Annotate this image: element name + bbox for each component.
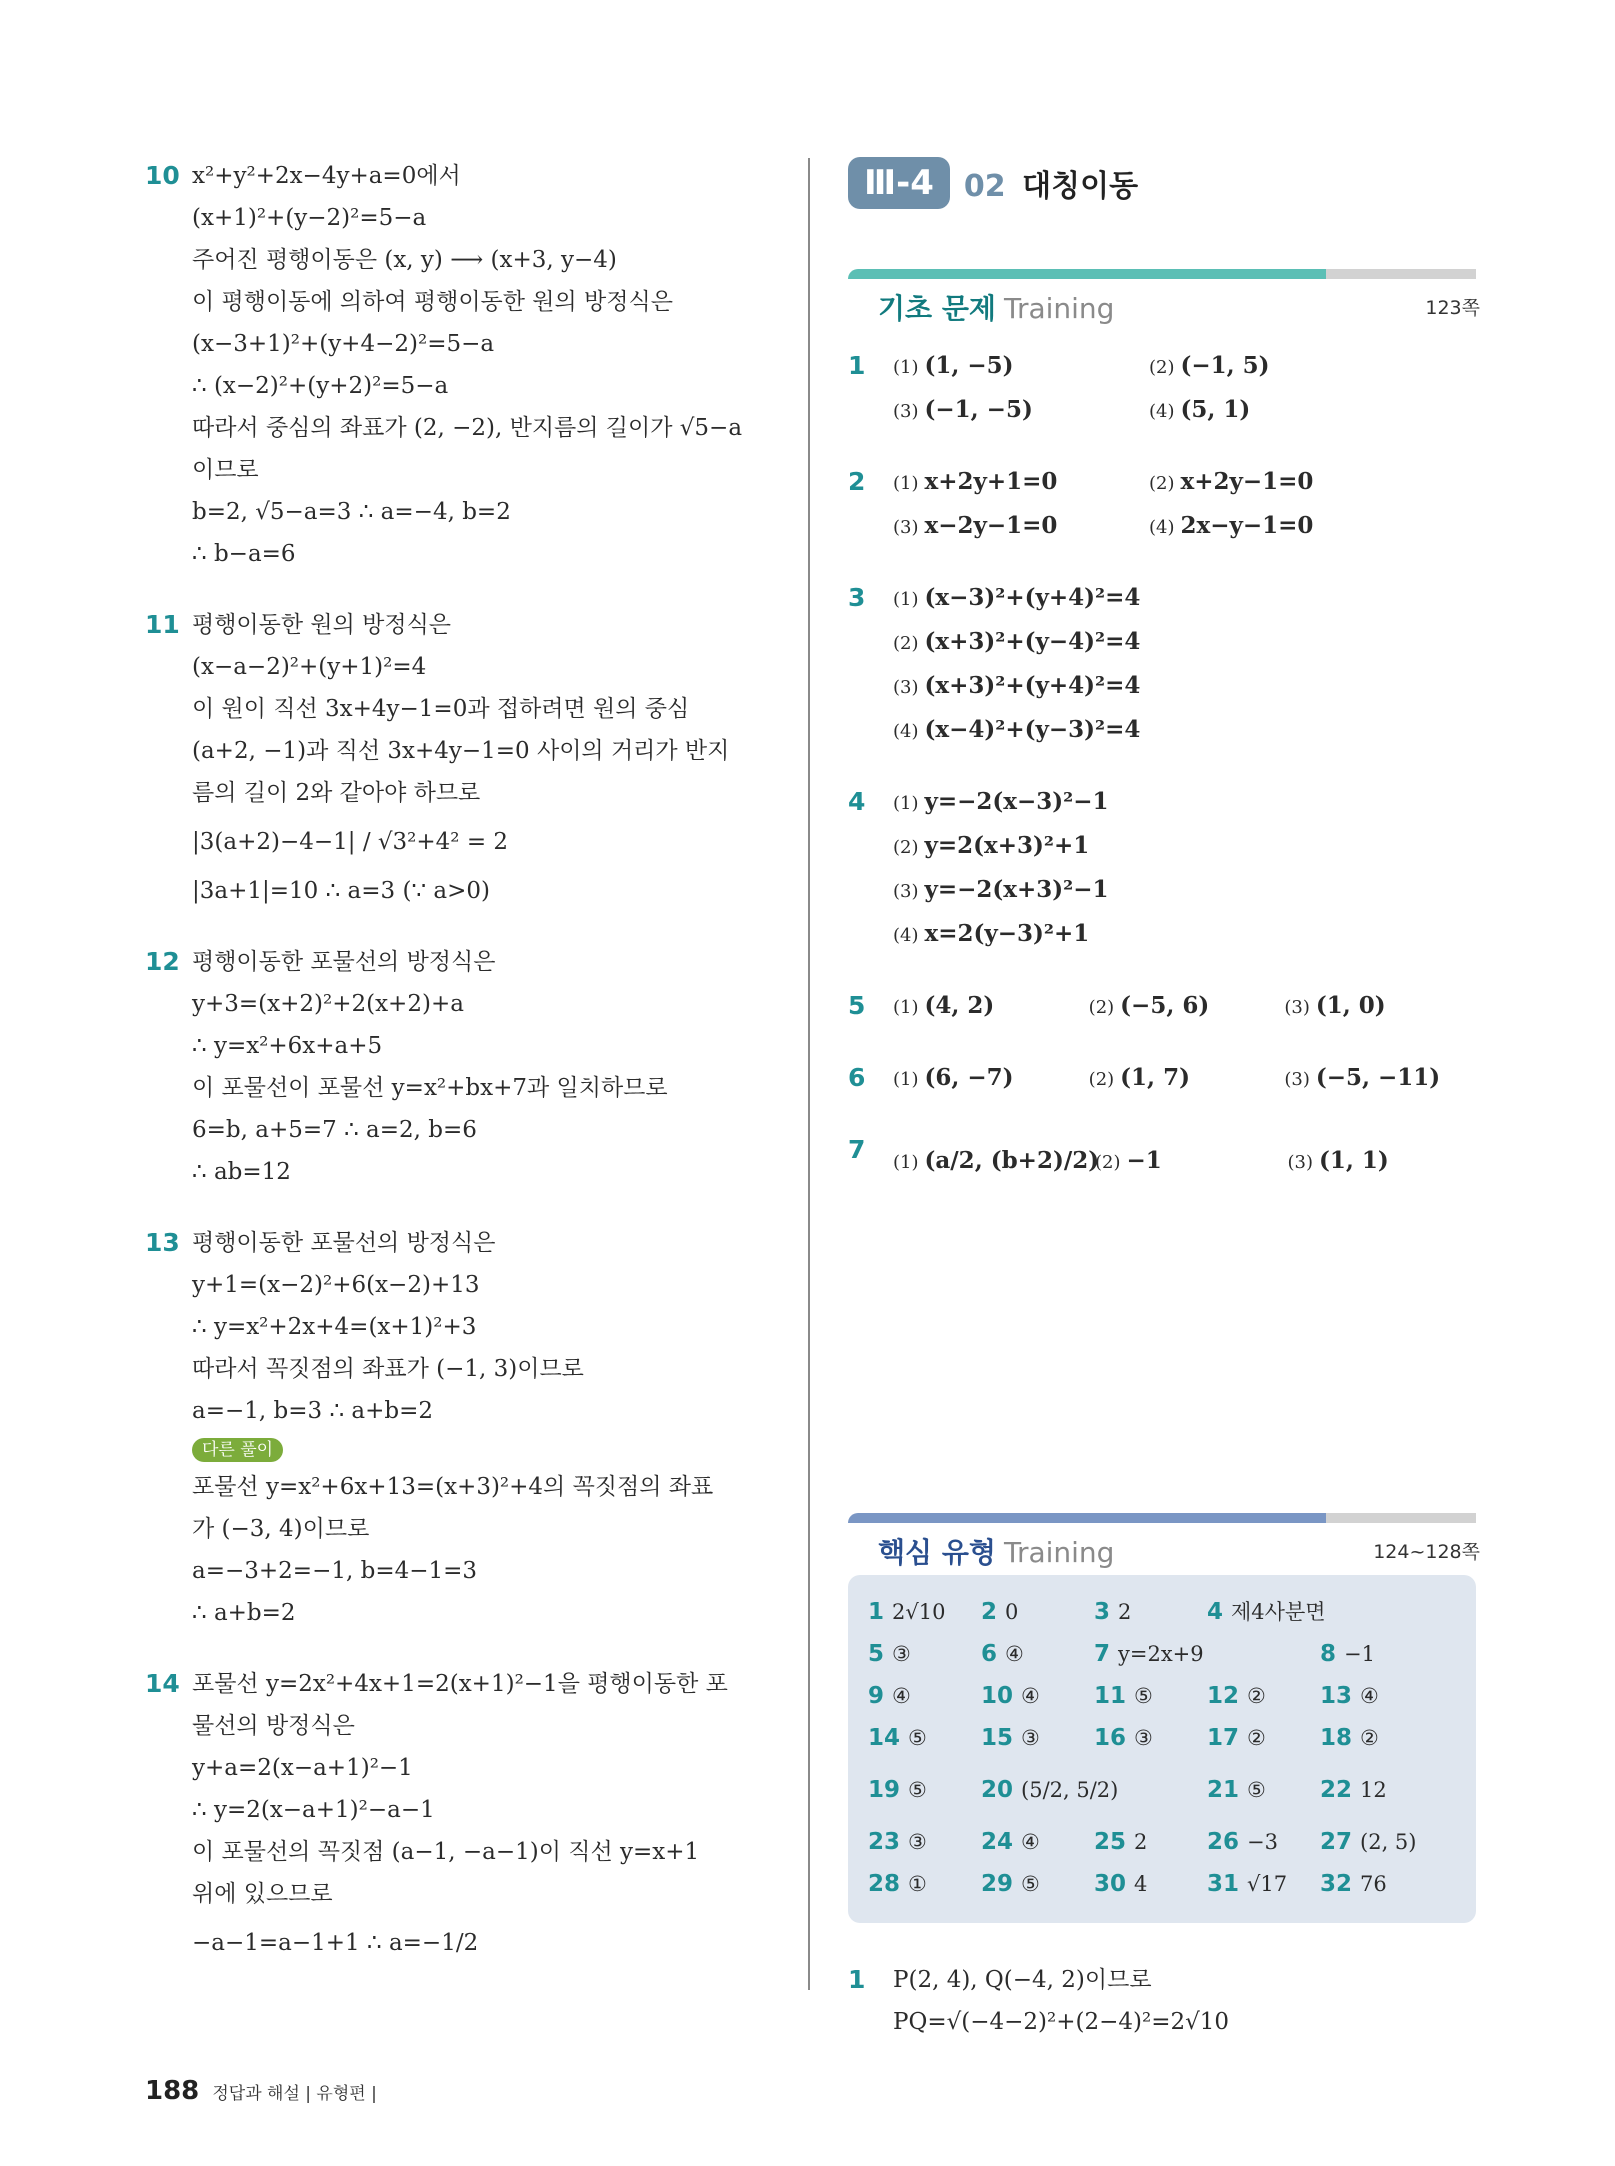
answer-row (893, 621, 1480, 665)
solution-line: 포물선 y=x²+6x+13=(x+3)²+4의 꼭짓점의 좌표 (192, 1474, 714, 1500)
grid-item (1320, 1633, 1433, 1675)
solution-line: 위에 있으므로 (192, 1881, 333, 1907)
answer-value: (x−3)²+(y+4)²=4 (924, 584, 1141, 611)
item-answer: ② (1247, 1684, 1266, 1708)
grid-item (1320, 1717, 1433, 1759)
answer-value: (x+3)²+(y+4)²=4 (924, 672, 1141, 699)
grid-row (868, 1591, 1462, 1633)
core-training-header (848, 1513, 1480, 1575)
solution-line: 이 포물선이 포물선 y=x²+bx+7과 일치하므로 (192, 1075, 668, 1101)
item-number: 25 (1094, 1829, 1127, 1855)
grid-item (868, 1759, 981, 1821)
item-answer: 2√10 (892, 1600, 946, 1624)
solution-line: 이 포물선의 꼭짓점 (a−1, −a−1)이 직선 y=x+1 (192, 1839, 700, 1865)
sub-label: (4) (1149, 517, 1175, 538)
item-answer: ④ (1360, 1684, 1379, 1708)
answer-value: (−5, −11) (1315, 1064, 1441, 1091)
basic-problem (848, 1129, 1480, 1195)
sub-label: (2) (1088, 997, 1115, 1018)
right-column (848, 155, 1480, 2071)
item-answer: 4 (1134, 1872, 1148, 1896)
grid-item (1094, 1717, 1207, 1759)
answer-value: (1, 1) (1319, 1147, 1389, 1174)
grid-item (1094, 1675, 1207, 1717)
item-answer: (5/2, 5/2) (1021, 1778, 1119, 1802)
sub-label: (1) (893, 357, 919, 378)
item-number: 11 (1094, 1683, 1127, 1709)
grid-row (868, 1633, 1462, 1675)
grid-item (981, 1759, 1207, 1821)
item-number: 24 (981, 1829, 1014, 1855)
grid-item (1094, 1633, 1320, 1675)
answer-cell (893, 985, 1089, 1029)
sub-label: (3) (893, 881, 919, 902)
sub-label: (3) (1284, 1069, 1310, 1090)
sub-label: (3) (893, 677, 919, 698)
grid-item (1320, 1821, 1433, 1863)
item-number: 28 (868, 1871, 901, 1897)
sub-label: (3) (893, 401, 919, 422)
sub-label: (2) (1088, 1069, 1115, 1090)
alt-solution-badge: 다른 풀이 (192, 1438, 283, 1462)
answer-value: (1, 7) (1120, 1064, 1190, 1091)
grid-item (1320, 1863, 1433, 1905)
answer-row (893, 345, 1480, 389)
sub-label: (1) (893, 589, 919, 610)
item-answer: ④ (1021, 1830, 1040, 1854)
item-number: 32 (1320, 1871, 1353, 1897)
answer-cell (893, 345, 1149, 389)
item-answer: ③ (908, 1830, 927, 1854)
grid-row (868, 1821, 1462, 1863)
problem-number: 13 (145, 1228, 180, 1257)
sub-label: (2) (893, 837, 919, 858)
solution-line: b=2, √5−a=3 ∴ a=−4, b=2 (192, 499, 511, 525)
solution-line: P(2, 4), Q(−4, 2)이므로 (893, 1967, 1152, 1993)
answer-cell (1095, 1129, 1288, 1195)
answer-cell (1284, 1057, 1480, 1101)
grid-item (1207, 1591, 1433, 1633)
sub-label: (2) (1095, 1152, 1121, 1173)
answer-row (893, 709, 1480, 753)
solution-line: ∴ y=x²+6x+a+5 (192, 1033, 383, 1059)
section-header (848, 155, 1480, 211)
answer-cell (893, 1129, 1100, 1195)
grid-item (981, 1863, 1094, 1905)
answer-value: y=−2(x−3)²−1 (924, 788, 1109, 815)
solution-line: 이 원이 직선 3x+4y−1=0과 접하려면 원의 중심 (192, 696, 690, 722)
answer-value: x+2y−1=0 (1180, 468, 1314, 495)
item-number: 2 (981, 1599, 998, 1625)
item-number: 16 (1094, 1725, 1127, 1751)
item-answer: 2 (1118, 1600, 1132, 1624)
item-answer: ① (908, 1872, 927, 1896)
answer-value: (x−4)²+(y−3)²=4 (924, 716, 1141, 743)
answer-cell (1288, 1129, 1481, 1195)
item-answer: y=2x+9 (1118, 1642, 1204, 1666)
answer-value: x−2y−1=0 (924, 512, 1058, 539)
solution-line: −a−1=a−1+1 ∴ a=−1/2 (192, 1930, 479, 1956)
item-answer: ⑤ (1134, 1684, 1153, 1708)
item-answer: (2, 5) (1360, 1830, 1417, 1854)
answer-row (893, 913, 1480, 957)
section-badge: Ⅲ-4 (848, 157, 950, 209)
item-number: 13 (1320, 1683, 1353, 1709)
item-number: 26 (1207, 1829, 1240, 1855)
solution-line: |3a+1|=10 ∴ a=3 (∵ a>0) (192, 878, 490, 904)
item-number: 9 (868, 1683, 885, 1709)
answer-value: x=2(y−3)²+1 (924, 920, 1090, 947)
grid-item (1320, 1675, 1433, 1717)
answer-cell (893, 709, 1149, 753)
answer-value: (6, −7) (924, 1064, 1014, 1091)
solution-line: ∴ b−a=6 (192, 541, 296, 567)
grid-item (981, 1633, 1094, 1675)
solution-line: PQ=√(−4−2)²+(2−4)²=2√10 (893, 2009, 1230, 2035)
answer-cell (893, 577, 1149, 621)
solution-line: 따라서 중심의 좌표가 (2, −2), 반지름의 길이가 √5−a (192, 415, 743, 441)
item-number: 10 (981, 1683, 1014, 1709)
answer-value: (5, 1) (1180, 396, 1251, 423)
solution-10 (145, 155, 785, 575)
answer-row (893, 825, 1480, 869)
solution-line: 가 (−3, 4)이므로 (192, 1516, 370, 1542)
sub-label: (2) (1149, 357, 1175, 378)
solution-line: 6=b, a+5=7 ∴ a=2, b=6 (192, 1117, 477, 1143)
answer-value: (−1, 5) (1180, 352, 1270, 379)
sub-label: (4) (893, 721, 919, 742)
answer-row (893, 781, 1480, 825)
answer-value: (4, 2) (924, 992, 995, 1019)
grid-row (868, 1863, 1462, 1905)
answer-value: −1 (1126, 1147, 1162, 1174)
solution-line: ∴ ab=12 (192, 1159, 291, 1185)
answer-row (893, 389, 1480, 433)
answer-value: y=−2(x+3)²−1 (924, 876, 1109, 903)
item-answer: ④ (1005, 1642, 1024, 1666)
item-answer: ⑤ (908, 1778, 927, 1802)
sub-label: (3) (1287, 1152, 1313, 1173)
solution-11 (145, 604, 785, 912)
grid-row (868, 1759, 1462, 1821)
problem-number: 12 (145, 947, 180, 976)
item-answer: ⑤ (908, 1726, 927, 1750)
solution-line: ∴ (x−2)²+(y+2)²=5−a (192, 373, 449, 399)
answer-cell (893, 505, 1149, 549)
answer-row (893, 1057, 1480, 1101)
answer-cell (893, 869, 1149, 913)
answer-cell (893, 665, 1149, 709)
problem-number: 4 (848, 787, 866, 816)
grid-item (1207, 1759, 1320, 1821)
item-number: 31 (1207, 1871, 1240, 1897)
solution-line: 평행이동한 포물선의 방정식은 (192, 949, 496, 975)
solution-line: (x−a−2)²+(y+1)²=4 (192, 654, 427, 680)
sub-label: (1) (893, 473, 919, 494)
sub-label: (1) (893, 1152, 919, 1173)
solution-line: 포물선 y=2x²+4x+1=2(x+1)²−1을 평행이동한 포 (192, 1671, 728, 1697)
item-answer: ③ (1021, 1726, 1040, 1750)
answer-cell (893, 913, 1149, 957)
solution-1 (848, 1959, 1480, 2043)
solution-13 (145, 1222, 785, 1634)
item-number: 15 (981, 1725, 1014, 1751)
item-number: 23 (868, 1829, 901, 1855)
solution-line: 평행이동한 원의 방정식은 (192, 612, 452, 638)
grid-item (1207, 1821, 1320, 1863)
item-number: 29 (981, 1871, 1014, 1897)
problem-number: 7 (848, 1135, 866, 1164)
problem-number: 1 (848, 351, 866, 380)
answer-row (893, 505, 1480, 549)
item-number: 1 (868, 1599, 885, 1625)
problem-number: 2 (848, 467, 866, 496)
section-title-text: 대칭이동 (1022, 169, 1139, 204)
sub-label: (3) (1284, 997, 1310, 1018)
solution-line: y+1=(x−2)²+6(x−2)+13 (192, 1272, 480, 1298)
answer-cell (893, 825, 1149, 869)
page-reference: 124~128쪽 (1373, 1541, 1480, 1563)
solution-14 (145, 1663, 785, 1971)
item-answer: ② (1247, 1726, 1266, 1750)
answer-cell (1284, 985, 1480, 1029)
item-answer: 0 (1005, 1600, 1019, 1624)
item-answer: 2 (1134, 1830, 1148, 1854)
item-answer: −3 (1247, 1830, 1278, 1854)
item-number: 20 (981, 1777, 1014, 1803)
answer-value: (x+3)²+(y−4)²=4 (924, 628, 1141, 655)
solution-line: ∴ y=2(x−a+1)²−a−1 (192, 1797, 435, 1823)
solution-line: ∴ a+b=2 (192, 1600, 296, 1626)
grid-item (1207, 1863, 1320, 1905)
grid-row (868, 1717, 1462, 1759)
basic-problem (848, 1057, 1480, 1101)
grid-item (981, 1591, 1094, 1633)
left-column (145, 155, 785, 2000)
item-answer: 12 (1360, 1778, 1387, 1802)
item-number: 19 (868, 1777, 901, 1803)
problem-number: 6 (848, 1063, 866, 1092)
answer-value: (−1, −5) (924, 396, 1033, 423)
solution-line: x²+y²+2x−4y+a=0에서 (192, 163, 461, 189)
basic-problem (848, 461, 1480, 549)
answer-row (893, 1129, 1480, 1195)
column-divider (808, 158, 810, 1990)
sub-label: (1) (893, 793, 919, 814)
solution-line: 물선의 방정식은 (192, 1713, 355, 1739)
problem-number: 3 (848, 583, 866, 612)
answer-cell (1089, 985, 1285, 1029)
answer-cell (893, 621, 1149, 665)
grid-item (1320, 1759, 1433, 1821)
item-answer: −1 (1344, 1642, 1375, 1666)
item-answer: ④ (892, 1684, 911, 1708)
item-answer: ③ (892, 1642, 911, 1666)
page-number: 188 (145, 2076, 200, 2106)
solution-line: y+3=(x+2)²+2(x+2)+a (192, 991, 464, 1017)
solution-line: y+a=2(x−a+1)²−1 (192, 1755, 413, 1781)
answer-row (893, 461, 1480, 505)
answer-value: y=2(x+3)²+1 (924, 832, 1090, 859)
solution-line: a=−3+2=−1, b=4−1=3 (192, 1558, 478, 1584)
item-answer: √17 (1247, 1872, 1288, 1896)
answer-value: (1, −5) (924, 352, 1014, 379)
basic-answer-list (848, 345, 1480, 1195)
basic-problem (848, 345, 1480, 433)
answer-cell (893, 1057, 1089, 1101)
item-number: 27 (1320, 1829, 1353, 1855)
grid-item (868, 1591, 981, 1633)
grid-item (1094, 1821, 1207, 1863)
solution-line: (a+2, −1)과 직선 3x+4y−1=0 사이의 거리가 반지 (192, 738, 730, 764)
grid-item (1207, 1675, 1320, 1717)
grid-item (868, 1821, 981, 1863)
basic-problem (848, 781, 1480, 957)
grid-row (868, 1675, 1462, 1717)
item-number: 14 (868, 1725, 901, 1751)
item-answer: ④ (1021, 1684, 1040, 1708)
sub-label: (3) (893, 517, 919, 538)
sub-label: (2) (893, 633, 919, 654)
solution-line: (x+1)²+(y−2)²=5−a (192, 205, 427, 231)
basic-problem (848, 577, 1480, 753)
fraction-line: |3(a+2)−4−1| / √3²+4² = 2 (192, 829, 509, 855)
answer-row (893, 665, 1480, 709)
item-number: 22 (1320, 1777, 1353, 1803)
grid-item (1094, 1591, 1207, 1633)
answer-cell (893, 389, 1149, 433)
basic-training-header (848, 269, 1480, 331)
sub-label: (2) (1149, 473, 1175, 494)
sub-label: (1) (893, 997, 919, 1018)
answer-cell (1149, 345, 1405, 389)
solution-line: 따라서 꼭짓점의 좌표가 (−1, 3)이므로 (192, 1356, 584, 1382)
sub-label: (4) (1149, 401, 1175, 422)
book-title: 정답과 해설 | 유형편 | (212, 2084, 377, 2104)
item-number: 8 (1320, 1641, 1337, 1667)
answer-value: 2x−y−1=0 (1180, 512, 1314, 539)
sub-label: (1) (893, 1069, 919, 1090)
answer-row (893, 985, 1480, 1029)
item-answer: ⑤ (1247, 1778, 1266, 1802)
item-number: 17 (1207, 1725, 1240, 1751)
solution-line: 평행이동한 포물선의 방정식은 (192, 1230, 496, 1256)
grid-item (868, 1633, 981, 1675)
sub-label: (4) (893, 925, 919, 946)
answer-cell (1089, 1057, 1285, 1101)
item-number: 12 (1207, 1683, 1240, 1709)
answer-row (893, 577, 1480, 621)
solution-line: 름의 길이 2와 같아야 하므로 (192, 780, 481, 806)
solution-line: 주어진 평행이동은 (x, y) ⟶ (x+3, y−4) (192, 247, 617, 273)
item-number: 4 (1207, 1599, 1224, 1625)
item-number: 3 (1094, 1599, 1111, 1625)
answer-row (893, 869, 1480, 913)
solution-line: a=−1, b=3 ∴ a+b=2 (192, 1398, 434, 1424)
core-training-label: 핵심 유형 Training (878, 1536, 1115, 1569)
item-answer: 제4사분면 (1231, 1600, 1326, 1624)
answer-cell (1149, 389, 1405, 433)
solution-12 (145, 941, 785, 1193)
grid-item (981, 1821, 1094, 1863)
item-number: 18 (1320, 1725, 1353, 1751)
grid-item (981, 1675, 1094, 1717)
answer-cell (893, 461, 1149, 505)
problem-number: 10 (145, 161, 180, 190)
grid-item (1094, 1863, 1207, 1905)
problem-number: 1 (848, 1965, 866, 1994)
item-number: 21 (1207, 1777, 1240, 1803)
problem-number: 11 (145, 610, 180, 639)
item-answer: ② (1360, 1726, 1379, 1750)
core-answer-grid (848, 1575, 1476, 1923)
basic-training-label: 기초 문제 Training (878, 292, 1115, 325)
answer-cell (893, 781, 1149, 825)
solution-line: (x−3+1)²+(y+4−2)²=5−a (192, 331, 495, 357)
section-number: 02 (963, 169, 1006, 204)
solution-line: 이 평행이동에 의하여 평행이동한 원의 방정식은 (192, 289, 673, 315)
answer-value: (a/2, (b+2)/2) (924, 1147, 1100, 1174)
grid-item (868, 1863, 981, 1905)
page-reference: 123쪽 (1425, 297, 1480, 319)
grid-item (1207, 1717, 1320, 1759)
section-title (964, 161, 1138, 205)
solution-line: ∴ y=x²+2x+4=(x+1)²+3 (192, 1314, 477, 1340)
grid-item (868, 1675, 981, 1717)
grid-item (981, 1717, 1094, 1759)
item-number: 30 (1094, 1871, 1127, 1897)
problem-number: 14 (145, 1669, 180, 1698)
item-answer: ⑤ (1021, 1872, 1040, 1896)
item-number: 7 (1094, 1641, 1111, 1667)
answer-value: x+2y+1=0 (924, 468, 1058, 495)
answer-value: (1, 0) (1315, 992, 1386, 1019)
answer-cell (1149, 461, 1405, 505)
answer-value: (−5, 6) (1120, 992, 1210, 1019)
item-answer: 76 (1360, 1872, 1387, 1896)
grid-item (868, 1717, 981, 1759)
solution-line: 이므로 (192, 457, 259, 483)
item-number: 6 (981, 1641, 998, 1667)
problem-number: 5 (848, 991, 866, 1020)
answer-cell (1149, 505, 1405, 549)
basic-problem (848, 985, 1480, 1029)
item-number: 5 (868, 1641, 885, 1667)
item-answer: ③ (1134, 1726, 1153, 1750)
page-footer (145, 2076, 377, 2106)
